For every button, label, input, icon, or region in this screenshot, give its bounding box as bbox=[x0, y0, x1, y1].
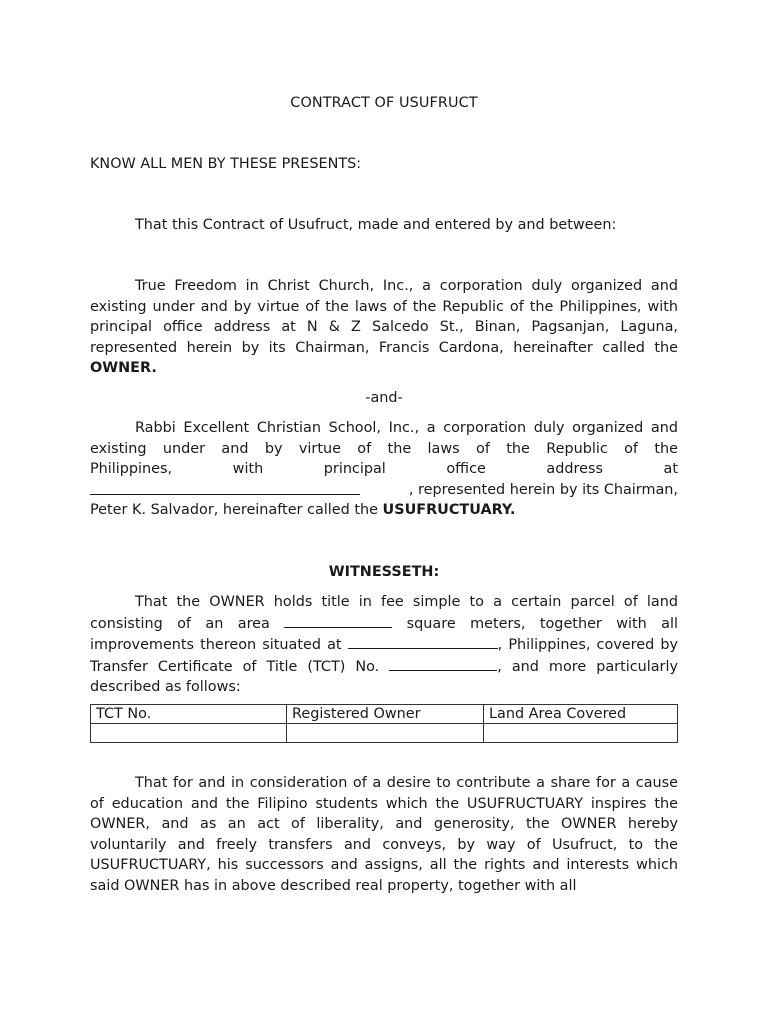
tct-blank bbox=[389, 656, 497, 671]
usufructuary-party-paragraph bbox=[90, 418, 678, 521]
table-cell bbox=[287, 724, 484, 743]
usufructuary-text: Peter K. Salvador, hereinafter called the bbox=[90, 502, 378, 519]
owner-party-paragraph bbox=[90, 276, 678, 379]
table-row bbox=[91, 724, 678, 743]
know-all-heading: KNOW ALL MEN BY THESE PRESENTS: bbox=[90, 156, 362, 172]
word: at bbox=[663, 461, 678, 478]
land-text-c: , Philippines, covered by Transfer Certificate of Title (TCT) No. bbox=[90, 637, 678, 675]
owner-role: OWNER. bbox=[90, 360, 157, 377]
header-registered-owner: Registered Owner bbox=[287, 705, 484, 724]
witnesseth-heading: WITNESSETH: bbox=[328, 564, 440, 580]
party2-spread-line bbox=[90, 459, 678, 480]
table-header-row bbox=[91, 705, 678, 724]
party2-lines: Rabbi Excellent Christian School, Inc., a corporation duly organized and existing under and by virtue of the laws of the Republic of the bbox=[90, 420, 678, 457]
word: with bbox=[232, 461, 264, 478]
address-line bbox=[90, 480, 678, 501]
address-blank bbox=[90, 480, 360, 495]
word: address bbox=[546, 461, 603, 478]
header-tct-no: TCT No. bbox=[91, 705, 287, 724]
word: office bbox=[446, 461, 486, 478]
land-text-a: That the OWNER holds title in fee simple to a certain parcel of land consisting of an area bbox=[90, 594, 678, 632]
area-blank bbox=[284, 613, 392, 628]
document-title: CONTRACT OF USUFRUCT bbox=[290, 95, 478, 111]
intro-paragraph: That this Contract of Usufruct, made and entered by and between: bbox=[135, 217, 617, 233]
word: Philippines, bbox=[90, 461, 173, 478]
represented-text: , represented herein by its Chairman, bbox=[408, 481, 678, 498]
word: principal bbox=[323, 461, 386, 478]
usufructuary-role: USUFRUCTUARY. bbox=[382, 502, 516, 519]
property-table bbox=[90, 704, 678, 743]
land-text-d: , and more particularly described as follows: bbox=[90, 658, 678, 696]
consideration-paragraph: That for and in consideration of a desire to contribute a share for a cause of education and the Filipino students which the USUFRUCTUARY inspires the OWNER, and as an act of liberality, and generosity, the OWNER hereby voluntarily and freely transfers and conveys, by way of Usufruct, to the USUFRUCTUARY, his successors and assigns, all the rights and interests which said OWNER has in above described real property, together with all bbox=[90, 775, 678, 894]
and-separator: -and- bbox=[365, 390, 403, 406]
owner-party-text: True Freedom in Christ Church, Inc., a corporation duly organized and existing under and by virtue of the laws of the Republic of the Philippines, with principal office address at N & Z Salcedo St., Binan, Pagsanjan, Laguna, represented herein by its Chairman, Francis Cardona, hereinafter called the bbox=[90, 278, 678, 356]
header-land-area: Land Area Covered bbox=[484, 705, 678, 724]
land-paragraph bbox=[90, 592, 678, 698]
location-blank bbox=[348, 634, 498, 649]
land-text-b: square meters, together with all improvements thereon situated at bbox=[90, 615, 678, 654]
table-cell bbox=[91, 724, 287, 743]
table-cell bbox=[484, 724, 678, 743]
usufructuary-line bbox=[90, 500, 678, 521]
